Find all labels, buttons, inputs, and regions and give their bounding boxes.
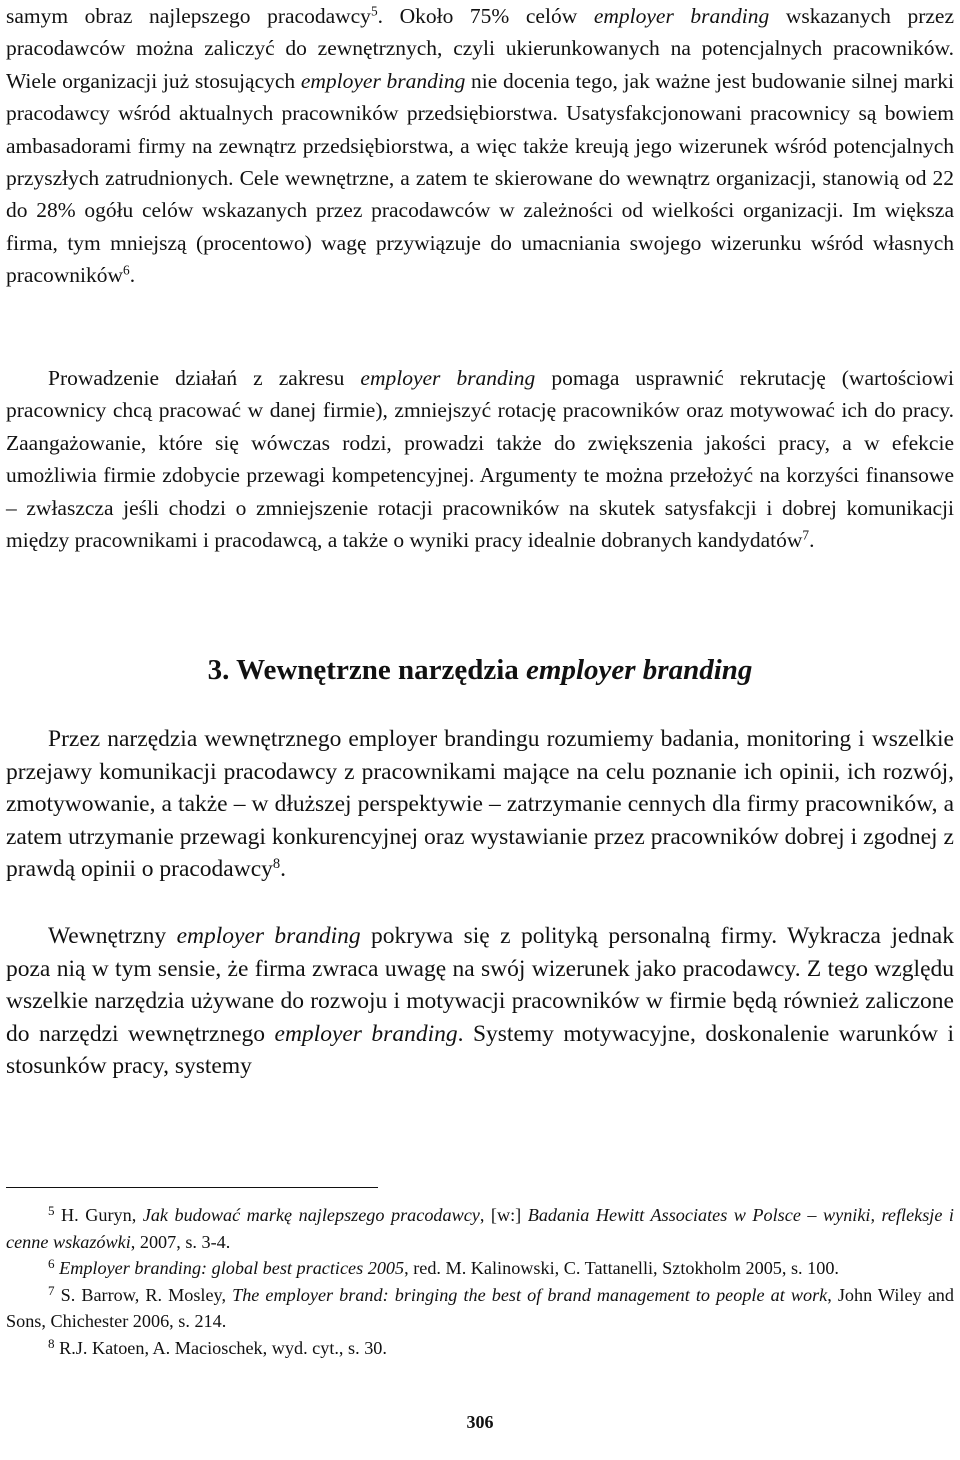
text-span: . Około 75% celów [377,4,594,28]
text-span: H. Guryn, [54,1205,143,1225]
footnote-ref-7[interactable]: 7 [802,527,810,543]
section-heading [0,650,960,690]
text-span: . [809,528,815,553]
footnote-number: 7 [48,1282,55,1298]
paragraph-external-goals [6,0,954,292]
text-span: pomaga usprawnić rekrutację (wartościowi pracownicy chcą pracować w danej firmie), zmniejszyć rotację pracowników oraz motywować ich do pracy. Zaangażowanie, które się wówczas rodzi, prowadzi także do zwiększenia jakości pracy, a w efekcie umożliwia firmie zdobycie przewagi kompetencyjnej. Argumenty te można przełożyć na korzyści finansowe – zwłaszcza jeśli chodzi o zmniejszenie rotacji pracowników na skutek satysfakcji i dobrej komunikacji między pracownikami i pracodawcą, a także o wyniki pracy idealnie dobranych kandydatów [6,366,955,553]
text-span: Wewnętrzny [48,923,177,949]
italic-term: employer branding [360,366,536,390]
text-span: pokrywa się z polityką personalną firmy. Wykracza jednak poza nią w tym sensie, że firma zwraca uwagę na swój wizerunek jako pracodawcy. Z tego względu wszelkie narzędzia używane do rozwoju i motywacji pracowników w firmie będą również zaliczone do narzędzi wewnętrznego [6,923,954,1047]
italic-title: Badania Hewitt Associates w Polsce – wyniki, refleksje i cenne wskazówki [6,1205,954,1252]
heading-italic-term: employer branding [526,654,753,686]
footnote-6 [6,1255,954,1282]
italic-term: employer branding [176,923,361,949]
text-span: samym obraz najlepszego pracodawcy [6,4,371,28]
page-number: 306 [466,1412,494,1432]
italic-title: The employer brand: bringing the best of brand management to people at work [232,1284,828,1305]
footnote-ref-8[interactable]: 8 [272,856,281,873]
footnotes [6,1202,954,1362]
text-span: . [280,856,287,883]
text-span: , [w:] [479,1205,528,1225]
footnote-7 [6,1282,954,1335]
footnote-ref-5[interactable]: 5 [370,3,378,19]
footnote-5 [6,1202,954,1255]
paragraph-personnel-policy [6,920,954,1083]
paragraph-internal-tools [6,723,954,886]
footnote-ref-6[interactable]: 6 [123,262,130,278]
footnote-divider [6,1187,378,1188]
italic-title: Employer branding: global best practices 2005 [59,1258,405,1279]
text-span: R.J. Katoen, A. Macioschek, wyd. cyt., s. 30. [54,1337,387,1358]
italic-term: employer branding [593,4,770,28]
footnote-number: 6 [48,1256,55,1272]
footnote-number: 5 [48,1203,55,1219]
text-span: wskazanych przez pracodawców można zaliczyć do zewnętrznych, czyli ukierunkowanych na potencjalnych pracowników. Wiele organizacji już stosujących [6,4,954,93]
italic-term: employer branding [300,68,466,93]
text-span: . Systemy motywacyjne, doskonalenie warunków i stosunków pracy, systemy [6,1020,954,1080]
heading-text: 3. Wewnętrzne narzędzia [207,654,527,686]
footnote-8 [6,1335,954,1362]
text-span: Przez narzędzia wewnętrznego employer brandingu rozumiemy badania, monitoring i wszelkie przejawy komunikacji pracodawcy z pracownikami mające na celu poznanie ich opinii, ich rozwój, zmotywowanie, a także – w dłuższej perspektywie – zatrzymanie cennych dla firmy pracowników, a zatem utrzymanie przewagi konkurencyjnej oraz wystawianie przez pracowników dobrej i zgodnej z prawdą opinii o pracodawcy [6,726,954,883]
text-span: nie docenia tego, jak ważne jest budowanie silnej marki pracodawcy wśród aktualnych pracowników przedsiębiorstwa. Usatysfakcjonowani pracownicy są bowiem ambasadorami firmy na zewnątrz przedsiębiorstwa, a więc także kreują jego wizerunek wśród potencjalnych przyszłych zatrudnionych. Cele wewnętrzne, a zatem te skierowane do wewnątrz organizacji, stanowią od 22 do 28% ogółu celów wskazanych przez pracodawców w zależności od wielkości organizacji. Im większa firma, tym mniejszą (procentowo) wagę przywiązuje do umacniania swojego wizerunku wśród własnych pracowników [6,68,954,288]
paragraph-benefits [6,362,954,556]
text-span: Prowadzenie działań z zakresu [48,366,361,390]
text-span: , red. M. Kalinowski, C. Tattanelli, Sztokholm 2005, s. 100. [404,1258,839,1279]
italic-term: employer branding [274,1020,458,1047]
text-span: , John Wiley and Sons, Chichester 2006, s. 214. [6,1284,954,1332]
italic-title: Jak budować markę najlepszego pracodawcy [142,1205,480,1225]
footnote-number: 8 [48,1336,55,1352]
text-span: . [129,263,136,288]
text-span: , 2007, s. 3-4. [130,1231,231,1252]
text-span: S. Barrow, R. Mosley, [54,1284,233,1305]
